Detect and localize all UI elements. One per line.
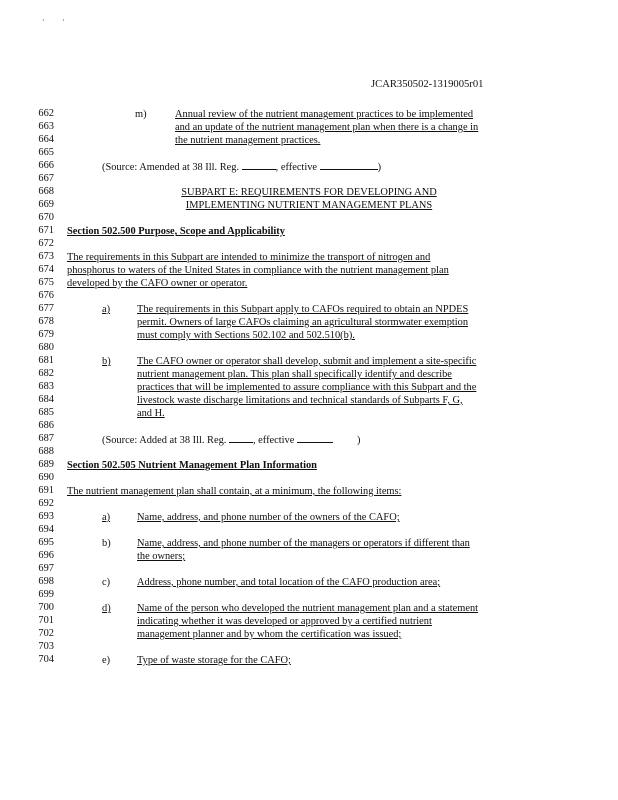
line-number: 676 xyxy=(38,290,54,301)
paragraph-line: The requirements in this Subpart are intended to minimize the transport of nitrogen and xyxy=(67,252,431,263)
item-label: c) xyxy=(102,577,111,588)
item-text-line: the nutrient management practices. xyxy=(175,135,321,146)
item-text-line: Name, address, and phone number of the managers or operators if different than xyxy=(137,538,470,549)
item-text-line: practices that will be implemented to assure compliance with this Subpart and the xyxy=(137,382,477,393)
source-suffix: ) xyxy=(356,435,361,446)
line-number: 701 xyxy=(38,615,54,626)
subpart-heading: SUBPART E: REQUIREMENTS FOR DEVELOPING AND xyxy=(181,187,437,198)
source-effective: , effective xyxy=(252,435,297,446)
line-number: 670 xyxy=(38,212,54,223)
item-text-line: Name, address, and phone number of the owners of the CAFO; xyxy=(137,512,400,523)
item-text-line: and an update of the nutrient management plan when there is a change in xyxy=(175,122,479,133)
line-number: 697 xyxy=(38,563,54,574)
item-text-line: Address, phone number, and total location of the CAFO production area; xyxy=(137,577,441,588)
line-number: 687 xyxy=(38,433,54,444)
line-number: 662 xyxy=(38,108,54,119)
subpart-heading: IMPLEMENTING NUTRIENT MANAGEMENT PLANS xyxy=(185,200,433,211)
line-number: 679 xyxy=(38,329,54,340)
scan-speck: · xyxy=(42,16,45,25)
item-label: b) xyxy=(102,356,111,367)
line-number: 698 xyxy=(38,576,54,587)
item-text-line: Annual review of the nutrient management practices to be implemented xyxy=(175,109,474,120)
paragraph-line: The nutrient management plan shall contain, at a minimum, the following items: xyxy=(67,486,402,497)
section-title: Section 502.500 Purpose, Scope and Applicability xyxy=(67,226,285,237)
line-number: 678 xyxy=(38,316,54,327)
item-label: a) xyxy=(102,304,111,315)
line-number: 702 xyxy=(38,628,54,639)
item-label: e) xyxy=(102,655,111,666)
line-number: 671 xyxy=(38,225,54,236)
line-number: 703 xyxy=(38,641,54,652)
item-label: a) xyxy=(102,512,111,523)
line-number: 674 xyxy=(38,264,54,275)
item-text-line: nutrient management plan. This plan shall specifically identify and describe xyxy=(137,369,452,380)
blank-line xyxy=(229,433,253,443)
line-number: 663 xyxy=(38,121,54,132)
blank-line xyxy=(242,160,276,170)
item-label: b) xyxy=(102,538,111,549)
line-number: 691 xyxy=(38,485,54,496)
line-number: 677 xyxy=(38,303,54,314)
document-id: JCAR350502-1319005r01 xyxy=(371,79,484,90)
line-number: 686 xyxy=(38,420,54,431)
line-number: 696 xyxy=(38,550,54,561)
item-text-line: permit. Owners of large CAFOs claiming an agricultural stormwater exemption xyxy=(137,317,469,328)
section-title: Section 502.505 Nutrient Management Plan Information xyxy=(67,460,317,471)
source-note-amended xyxy=(102,160,381,174)
line-number: 684 xyxy=(38,394,54,405)
scan-speck: · xyxy=(62,16,65,25)
item-text-line: must comply with Sections 502.102 and 502.510(b). xyxy=(137,330,355,341)
source-effective: , effective xyxy=(275,162,320,173)
item-text-line: livestock waste discharge limitations and technical standards of Subparts F, G, xyxy=(137,395,463,406)
line-number: 682 xyxy=(38,368,54,379)
line-number: 704 xyxy=(38,654,54,665)
line-number: 689 xyxy=(38,459,54,470)
line-number: 693 xyxy=(38,511,54,522)
paragraph-line: phosphorus to waters of the United States in compliance with the nutrient management plan xyxy=(67,265,449,276)
source-prefix: (Source: Added at 38 Ill. Reg. xyxy=(102,435,229,446)
item-text-line: and H. xyxy=(137,408,165,419)
line-number: 681 xyxy=(38,355,54,366)
item-label: d) xyxy=(102,603,111,614)
source-note-added xyxy=(102,433,360,447)
line-number: 675 xyxy=(38,277,54,288)
line-number: 683 xyxy=(38,381,54,392)
line-number: 700 xyxy=(38,602,54,613)
line-number: 667 xyxy=(38,173,54,184)
item-text-line: indicating whether it was developed or approved by a certified nutrient xyxy=(137,616,432,627)
line-number: 694 xyxy=(38,524,54,535)
source-prefix: (Source: Amended at 38 Ill. Reg. xyxy=(102,162,242,173)
line-number: 680 xyxy=(38,342,54,353)
line-number: 669 xyxy=(38,199,54,210)
item-text-line: Type of waste storage for the CAFO; xyxy=(137,655,291,666)
item-text-line: The requirements in this Subpart apply to CAFOs required to obtain an NPDES xyxy=(137,304,469,315)
line-number: 672 xyxy=(38,238,54,249)
source-suffix: ) xyxy=(377,162,382,173)
item-text-line: The CAFO owner or operator shall develop, submit and implement a site-specific xyxy=(137,356,477,367)
line-number: 665 xyxy=(38,147,54,158)
item-text-line: the owners; xyxy=(137,551,186,562)
blank-line xyxy=(297,433,333,443)
line-number: 699 xyxy=(38,589,54,600)
line-number: 695 xyxy=(38,537,54,548)
blank-line xyxy=(320,160,378,170)
line-number: 666 xyxy=(38,160,54,171)
paragraph-line: developed by the CAFO owner or operator. xyxy=(67,278,248,289)
line-number: 692 xyxy=(38,498,54,509)
line-number: 668 xyxy=(38,186,54,197)
line-number: 673 xyxy=(38,251,54,262)
line-number: 685 xyxy=(38,407,54,418)
line-number: 664 xyxy=(38,134,54,145)
item-text-line: Name of the person who developed the nutrient management plan and a statement xyxy=(137,603,479,614)
line-number: 690 xyxy=(38,472,54,483)
item-label: m) xyxy=(135,109,147,120)
item-text-line: management planner and by whom the certification was issued; xyxy=(137,629,402,640)
line-number: 688 xyxy=(38,446,54,457)
